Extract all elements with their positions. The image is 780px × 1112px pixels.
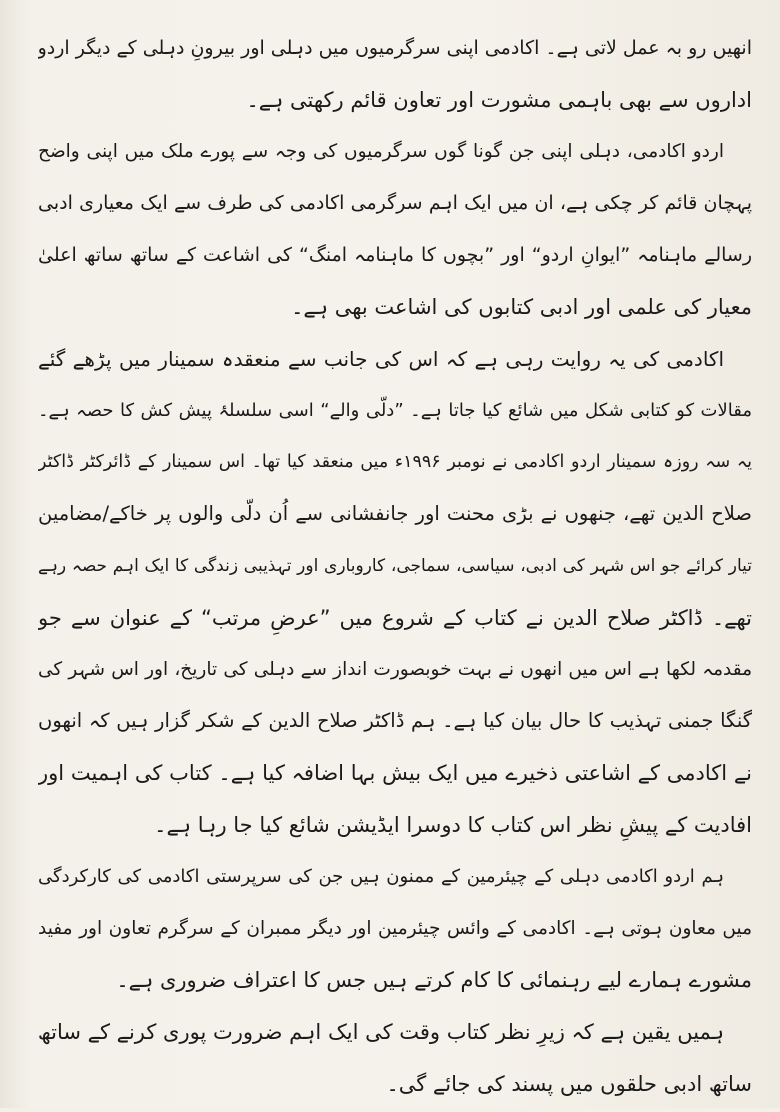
text-line: مقالات کو کتابی شکل میں شائع کیا جاتا ہے۔ ”دلّی والے“ اسی سلسلۂ پیش کش کا حصہ ہے۔ (38, 399, 752, 421)
text-line: ساتھ ادبی حلقوں میں پسند کی جائے گی۔ (386, 1071, 752, 1096)
text-line: رسالے ماہنامہ ”ایوانِ اردو“ اور ”بچوں کا ماہنامہ امنگ“ کی اشاعت کے ساتھ ساتھ اعلیٰ (38, 244, 752, 267)
text-line: گنگا جمنی تہذیب کا حال بیان کیا ہے۔ ہم ڈاکٹر صلاح الدین کے شکر گزار ہیں کہ انھوں (38, 709, 752, 733)
text-line: اردو اکادمی، دہلی اپنی جن گونا گوں سرگرمیوں کی وجہ سے پورے ملک میں اپنی واضح (38, 140, 724, 162)
text-line: میں معاون ہوتی ہے۔ اکادمی کے وائس چیئرمین اور دیگر ممبران کے سرگرم تعاون اور مفید (38, 917, 752, 939)
text-line: اداروں سے بھی باہمی مشورت اور تعاون قائم رکھتی ہے۔ (246, 87, 752, 112)
text-line: انھیں رو بہ عمل لاتی ہے۔ اکادمی اپنی سرگرمیوں میں دہلی اور بیرونِ دہلی کے دیگر اردو (38, 37, 752, 59)
text-line: ہم اردو اکادمی دہلی کے چیئرمین کے ممنون ہیں جن کی سرپرستی اکادمی کی کارکردگی (38, 865, 724, 887)
text-line: افادیت کے پیشِ نظر اس کتاب کا دوسرا ایڈیشن شائع کیا جا رہا ہے۔ (154, 812, 752, 837)
text-line: مقدمہ لکھا ہے اس میں انھوں نے بہت خوبصورت انداز سے دہلی کی تاریخ، اور اس شہر کی (38, 658, 752, 680)
text-line: صلاح الدین تھے، جنھوں نے بڑی محنت اور جانفشانی سے اُن دلّی والوں پر خاکے/مضامین (38, 502, 752, 526)
text-line: ہمیں یقین ہے کہ زیرِ نظر کتاب وقت کی ایک اہم ضرورت پوری کرنے کے ساتھ (38, 1020, 724, 1045)
body-text (38, 24, 752, 1112)
text-line: تیار کرائے جو اس شہر کی ادبی، سیاسی، سماجی، کاروباری اور تہذیبی زندگی کا ایک اہم حصہ رہے (38, 555, 752, 576)
text-line: نے اکادمی کے اشاعتی ذخیرے میں ایک بیش بہا اضافہ کیا ہے۔ کتاب کی اہمیت اور (38, 761, 752, 786)
text-line: اکادمی کی یہ روایت رہی ہے کہ اس کی جانب سے منعقدہ سمینار میں پڑھے گئے (38, 346, 724, 371)
text-line: تھے۔ ڈاکٹر صلاح الدین نے کتاب کے شروع میں ”عرضِ مرتب“ کے عنوان سے جو (38, 605, 752, 630)
text-line: پہچان قائم کر چکی ہے، ان میں ایک اہم سرگرمی اکادمی کی طرف سے ایک معیاری ادبی (38, 192, 752, 215)
text-line: مشورے ہمارے لیے رہنمائی کا کام کرتے ہیں جس کا اعتراف ضروری ہے۔ (116, 968, 752, 993)
text-line: معیار کی علمی اور ادبی کتابوں کی اشاعت بھی ہے۔ (291, 294, 752, 319)
text-line: یہ سہ روزہ سمینار اردو اکادمی نے نومبر ۱۹۹۶ء میں منعقد کیا تھا۔ اس سمینار کے ڈائرکٹر ڈاکٹر (38, 452, 752, 473)
